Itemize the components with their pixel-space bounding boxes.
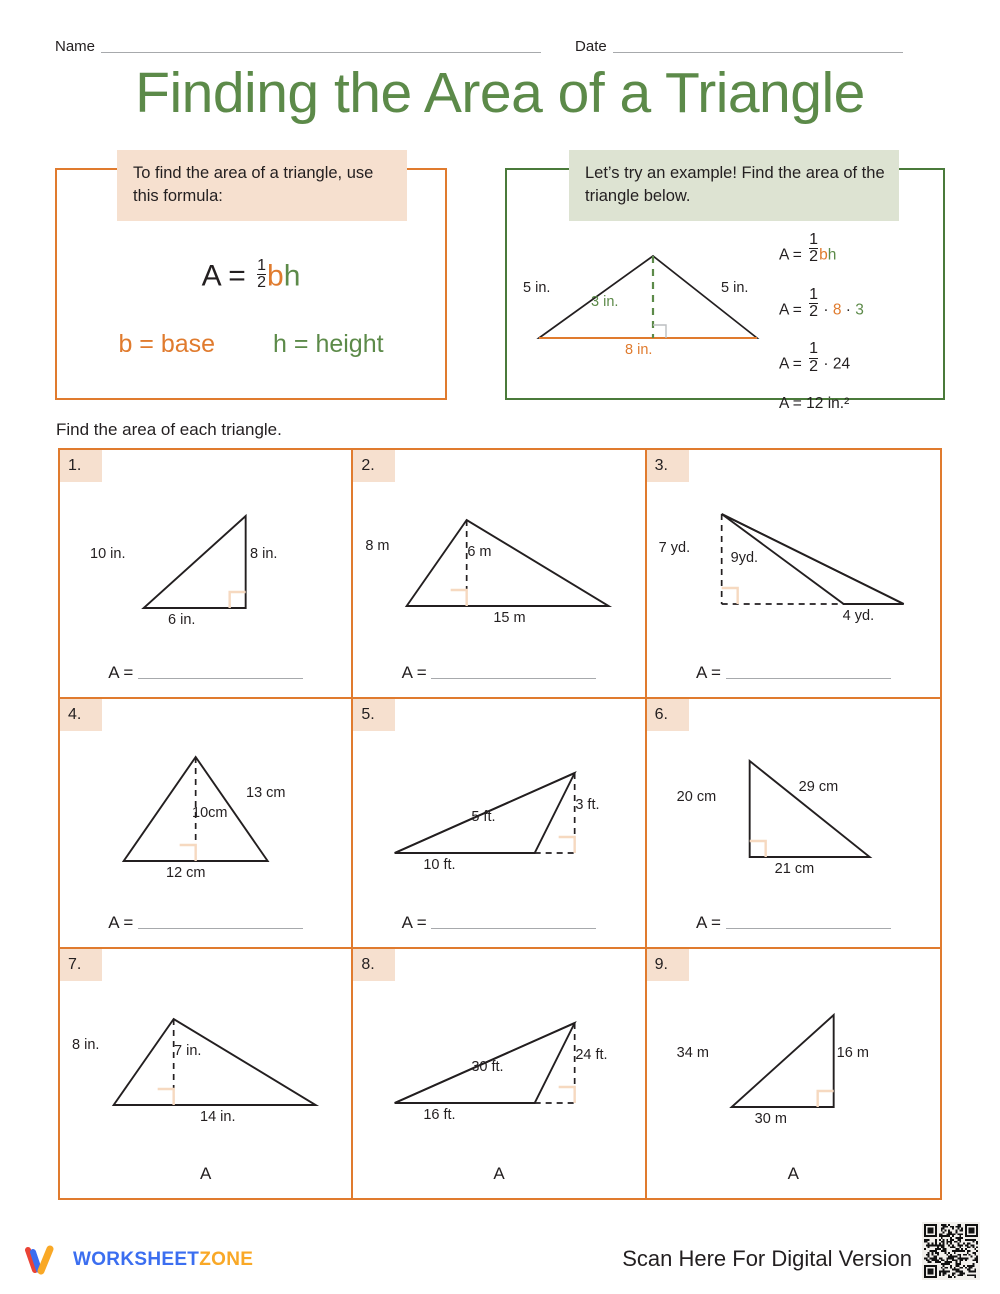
step1-den: 2 [809, 248, 819, 266]
hypotenuse-label: 10 in. [90, 546, 126, 562]
qr-code[interactable] [922, 1222, 980, 1280]
example-right-side-label: 5 in. [721, 280, 749, 296]
example-base-label: 8 in. [625, 342, 653, 358]
right-angle-mark [559, 837, 575, 853]
answer-row[interactable] [647, 663, 940, 683]
step3-lead: A = [779, 355, 807, 373]
triangle-svg [647, 478, 940, 638]
answer-label: A = [401, 663, 432, 683]
answer-row[interactable] [60, 663, 351, 683]
step1-h: h [827, 246, 837, 264]
answer-row[interactable] [60, 913, 351, 933]
problem-number-badge: 1. [60, 450, 102, 482]
side-label: 9yd. [730, 550, 759, 566]
problem-figure [60, 977, 351, 1137]
page-footer [0, 1214, 1000, 1294]
scan-instruction-text: Scan Here For Digital Version [622, 1246, 912, 1271]
answer-row [353, 1164, 644, 1184]
info-boxes [55, 164, 945, 412]
left-side-label: 8 m [365, 538, 390, 554]
step2-lead: A = [779, 301, 807, 319]
answer-label: A [787, 1163, 799, 1183]
hypotenuse-label: 29 cm [798, 779, 839, 796]
hypotenuse-label: 34 m [676, 1044, 709, 1061]
base-label: 12 cm [166, 865, 206, 882]
step2-half [809, 287, 818, 321]
answer-label: A = [108, 912, 139, 932]
step1-lead: A = [779, 246, 807, 264]
problem-figure [647, 478, 940, 638]
right-angle-mark [158, 1089, 174, 1105]
step3-num: 1 [809, 340, 819, 358]
base-label: 30 m [754, 1110, 787, 1127]
logo-text-worksheet: WORKSHEET [73, 1249, 200, 1270]
vertical-side-label: 20 cm [676, 789, 717, 806]
example-height-label: 3 in. [591, 294, 619, 310]
answer-blank-line[interactable] [726, 678, 891, 679]
area-formula [57, 258, 445, 293]
example-step-2 [779, 287, 929, 321]
triangle-outline [407, 520, 609, 606]
base-label: 15 m [493, 610, 526, 626]
right-angle-mark [180, 845, 196, 861]
answer-row [647, 1164, 940, 1184]
height-label: 10cm [192, 805, 228, 822]
base-label: 10 ft. [423, 857, 456, 874]
problem-number-badge: 7. [60, 949, 102, 981]
base-label: 6 in. [168, 612, 196, 628]
step3-v1: 24 [832, 355, 851, 373]
formula-half [257, 258, 266, 292]
example-steps [779, 232, 929, 432]
answer-blank-line[interactable] [138, 928, 303, 929]
example-step-1 [779, 232, 929, 266]
step2-mid: · [819, 301, 833, 319]
step2-v2: 3 [855, 301, 864, 319]
formula-numerator: 1 [257, 257, 267, 274]
answer-row[interactable] [353, 663, 644, 683]
formula-h: h [283, 259, 301, 293]
problem-number-badge: 4. [60, 699, 102, 731]
triangle-outline [114, 1019, 316, 1105]
problem-cell-3 [647, 450, 940, 699]
problem-cell-1 [60, 450, 353, 699]
answer-label: A = [108, 663, 139, 683]
problem-figure [647, 727, 940, 887]
triangle-svg [353, 727, 644, 887]
example-step-4: A = 12 in.² [779, 394, 850, 412]
step2-num: 1 [809, 285, 819, 303]
triangle-outline [749, 761, 869, 857]
problem-number-badge: 8. [353, 949, 395, 981]
step3-half [809, 341, 818, 375]
worksheet-zone-logo[interactable] [24, 1244, 253, 1276]
height-label: 24 ft. [575, 1046, 608, 1063]
answer-blank-line[interactable] [431, 678, 596, 679]
problem-figure [60, 478, 351, 638]
logo-mark-icon [24, 1244, 64, 1276]
problem-figure [647, 977, 940, 1137]
formula-b: b [267, 259, 284, 293]
example-triangle-figure [525, 232, 775, 372]
answer-label: A [493, 1163, 505, 1183]
formula-legend [57, 330, 445, 359]
problem-number-badge: 5. [353, 699, 395, 731]
vertical-side-label: 8 in. [250, 546, 278, 562]
example-box [505, 164, 945, 412]
answer-row[interactable] [647, 913, 940, 933]
answer-label: A = [695, 912, 726, 932]
formula-denominator: 2 [257, 274, 267, 292]
problem-cell-7 [60, 949, 353, 1198]
problem-number-badge: 9. [647, 949, 689, 981]
answer-blank-line[interactable] [138, 678, 303, 679]
height-label: 7 yd. [658, 540, 691, 556]
date-input-rule[interactable] [613, 52, 903, 53]
step2-v1: 8 [832, 301, 842, 319]
step3-mid: · [819, 355, 833, 373]
example-left-side-label: 5 in. [523, 280, 551, 296]
date-label: Date [575, 38, 607, 55]
answer-label: A = [401, 912, 432, 932]
logo-text-zone: ZONE [199, 1249, 254, 1270]
formula-a: A [201, 259, 220, 293]
instruction-text: Find the area of each triangle. [56, 420, 282, 439]
problem-grid [58, 448, 942, 1200]
problem-number-badge: 3. [647, 450, 689, 482]
example-right-angle-mark [653, 325, 666, 338]
vertical-side-label: 16 m [836, 1044, 869, 1061]
problem-cell-4 [60, 699, 353, 948]
problem-figure [353, 727, 644, 887]
base-label: 14 in. [200, 1108, 236, 1125]
legend-height: h = height [273, 330, 384, 358]
answer-label: A [199, 1163, 212, 1183]
side-label: 5 ft. [471, 809, 496, 826]
problem-cell-6 [647, 699, 940, 948]
name-input-rule[interactable] [101, 52, 541, 53]
right-angle-mark [559, 1087, 575, 1103]
step1-num: 1 [809, 231, 819, 248]
height-label: 7 in. [174, 1042, 202, 1059]
page-title: Finding the Area of a Triangle [135, 61, 865, 125]
side-label: 13 cm [246, 785, 286, 802]
step2-den: 2 [809, 302, 819, 320]
step1-b: b [819, 246, 828, 264]
right-angle-mark [230, 592, 246, 608]
example-triangle-outline [539, 256, 757, 338]
answer-row[interactable] [353, 913, 644, 933]
right-angle-mark [817, 1091, 833, 1107]
legend-base: b = base [118, 330, 216, 358]
right-angle-mark [721, 588, 737, 604]
base-label: 4 yd. [842, 608, 875, 624]
answer-blank-line[interactable] [431, 928, 596, 929]
example-banner: Let’s try an example! Find the area of the triangle below. [569, 150, 899, 221]
answer-row [60, 1164, 351, 1184]
formula-box [55, 164, 447, 400]
problem-number-badge: 6. [647, 699, 689, 731]
side-label: 30 ft. [471, 1058, 504, 1075]
problem-figure [353, 977, 644, 1137]
formula-banner: To find the area of a triangle, use this formula: [117, 150, 407, 221]
name-date-bar [55, 32, 945, 56]
height-label: 3 ft. [575, 797, 600, 814]
left-side-label: 8 in. [72, 1036, 100, 1053]
problem-cell-5 [353, 699, 646, 948]
formula-equals: = [228, 259, 246, 293]
problem-figure [60, 727, 351, 887]
problem-cell-9 [647, 949, 940, 1198]
base-label: 16 ft. [423, 1106, 456, 1123]
right-angle-mark [451, 590, 467, 606]
step3-den: 2 [809, 357, 819, 375]
step2-sep: · [841, 301, 856, 319]
height-label: 6 m [467, 544, 492, 560]
name-label: Name [55, 38, 96, 55]
logo-text [73, 1249, 253, 1271]
problem-figure [353, 478, 644, 638]
problem-cell-2 [353, 450, 646, 699]
answer-label: A = [695, 663, 726, 683]
problem-cell-8 [353, 949, 646, 1198]
example-step-3 [779, 341, 929, 375]
base-label: 21 cm [774, 861, 815, 878]
problem-number-badge: 2. [353, 450, 395, 482]
answer-blank-line[interactable] [726, 928, 891, 929]
right-angle-mark [749, 841, 765, 857]
step1-half [809, 232, 818, 266]
